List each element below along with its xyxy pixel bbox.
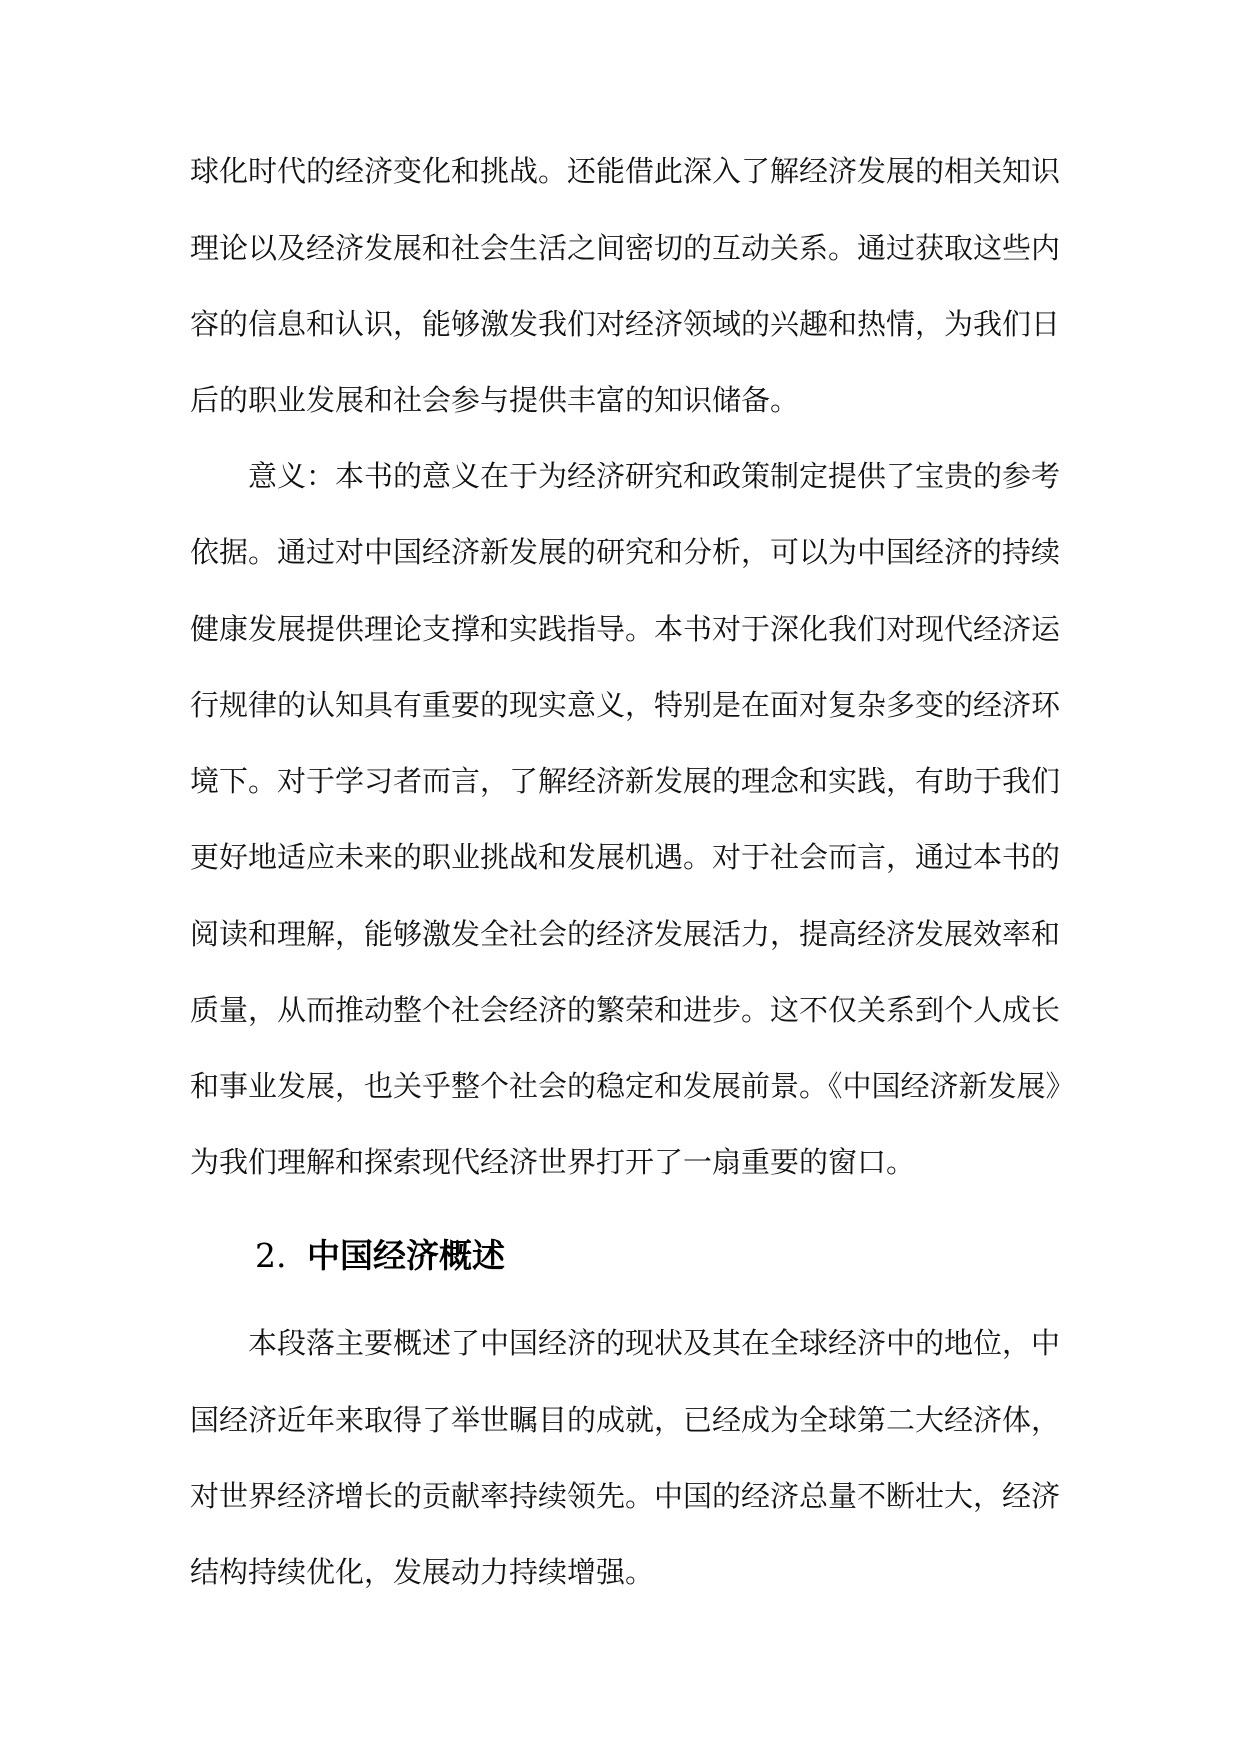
text-line: 依据。通过对中国经济新发展的研究和分析，可以为中国经济的持续 — [190, 535, 1061, 569]
text-line: 为我们理解和探索现代经济世界打开了一扇重要的窗口。 — [190, 1145, 916, 1179]
text-line: 理论以及经济发展和社会生活之间密切的互动关系。通过获取这些内 — [190, 231, 1061, 265]
text-line: 和事业发展，也关乎整个社会的稳定和发展前景。《中国经济新发展》 — [190, 1069, 1075, 1103]
section-title: 中国经济概述 — [307, 1236, 505, 1275]
text-line: 更好地适应未来的职业挑战和发展机遇。对于社会而言，通过本书的 — [190, 840, 1061, 874]
text-line: 结构持续优化，发展动力持续增强。 — [190, 1555, 655, 1589]
text-line: 本段落主要概述了中国经济的现状及其在全球经济中的地位，中 — [248, 1326, 1061, 1360]
text-line: 国经济近年来取得了举世瞩目的成就，已经成为全球第二大经济体， — [190, 1403, 1061, 1437]
text-line: 健康发展提供理论支撑和实践指导。本书对于深化我们对现代经济运 — [190, 612, 1061, 646]
text-line: 对世界经济增长的贡献率持续领先。中国的经济总量不断壮大，经济 — [190, 1479, 1061, 1513]
text-line: 质量，从而推动整个社会经济的繁荣和进步。这不仅关系到个人成长 — [190, 993, 1061, 1027]
text-line: 球化时代的经济变化和挑战。还能借此深入了解经济发展的相关知识 — [190, 154, 1061, 188]
text-line: 行规律的认知具有重要的现实意义，特别是在面对复杂多变的经济环 — [190, 688, 1061, 722]
text-line: 意义：本书的意义在于为经济研究和政策制定提供了宝贵的参考 — [248, 459, 1061, 493]
text-line: 后的职业发展和社会参与提供丰富的知识储备。 — [190, 383, 800, 417]
text-line: 容的信息和认识，能够激发我们对经济领域的兴趣和热情，为我们日 — [190, 307, 1061, 341]
section-heading — [255, 1234, 505, 1278]
text-line: 阅读和理解，能够激发全社会的经济发展活力，提高经济发展效率和 — [190, 917, 1061, 951]
text-line: 境下。对于学习者而言，了解经济新发展的理念和实践，有助于我们 — [190, 764, 1061, 798]
section-number: 2. — [255, 1236, 287, 1275]
